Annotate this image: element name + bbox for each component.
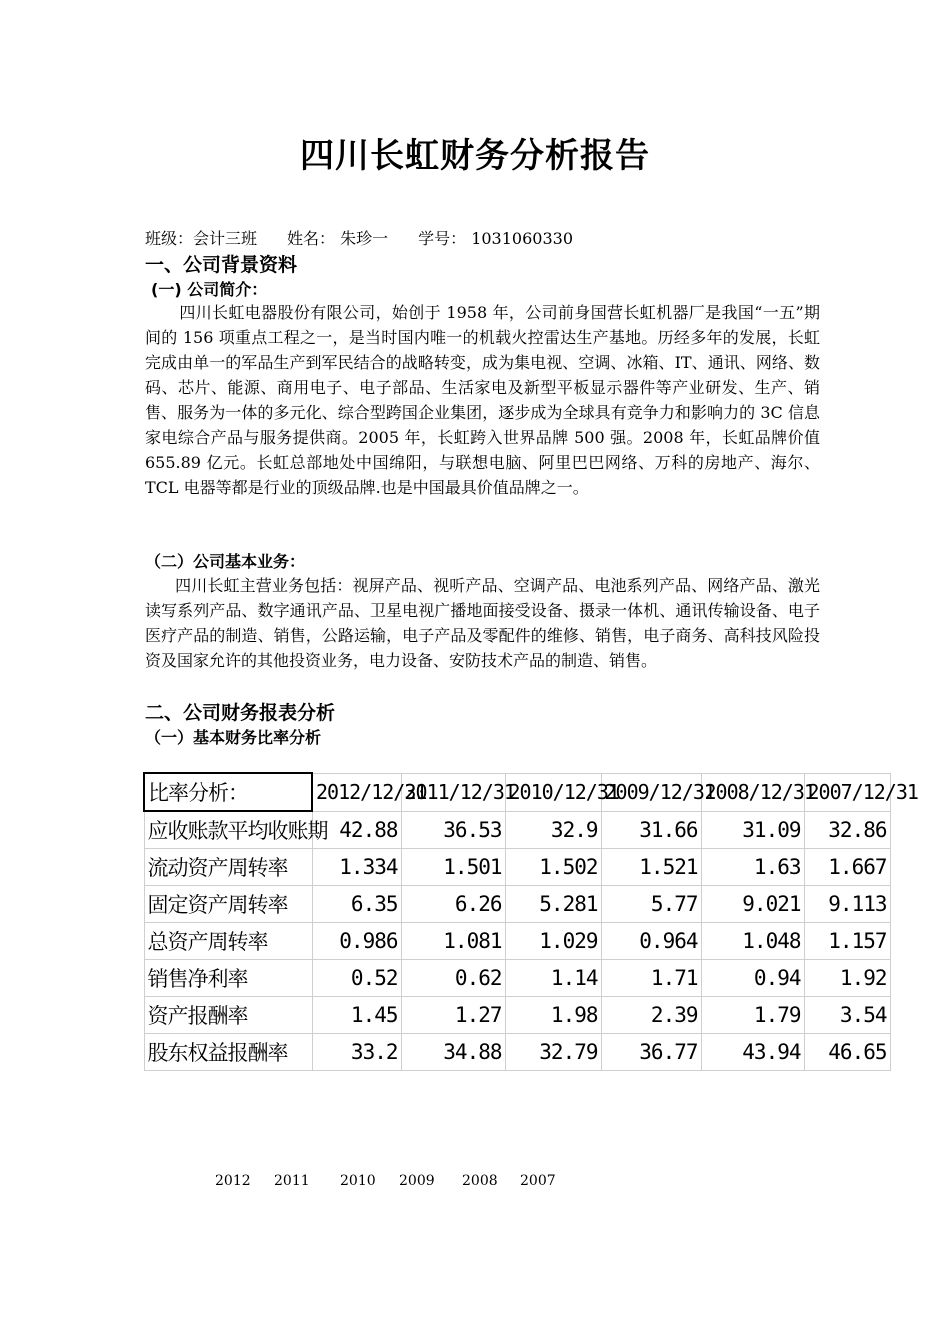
table-cell: 2.39 <box>601 997 701 1034</box>
year-label: 2007 <box>520 1173 556 1189</box>
table-cell: 3.54 <box>804 997 890 1034</box>
table-corner-cell[interactable]: 比率分析： <box>144 773 312 811</box>
row-label: 应收账款平均收账期 <box>144 811 312 849</box>
table-cell: 31.66 <box>601 811 701 849</box>
table-row <box>144 923 890 960</box>
table-cell: 1.501 <box>401 849 505 886</box>
student-meta <box>145 226 573 249</box>
table-cell: 0.94 <box>701 960 804 997</box>
table-cell: 5.281 <box>505 886 601 923</box>
student-id-label: 学号： 1031060330 <box>418 229 573 248</box>
table-cell: 32.86 <box>804 811 890 849</box>
table-cell: 1.71 <box>601 960 701 997</box>
table-cell: 43.94 <box>701 1034 804 1071</box>
table-cell: 9.113 <box>804 886 890 923</box>
table-cell: 6.26 <box>401 886 505 923</box>
table-cell: 32.79 <box>505 1034 601 1071</box>
row-label: 资产报酬率 <box>144 997 312 1034</box>
year-label: 2008 <box>462 1173 498 1189</box>
row-label: 股东权益报酬率 <box>144 1034 312 1071</box>
row-label: 销售净利率 <box>144 960 312 997</box>
table-cell: 1.502 <box>505 849 601 886</box>
column-header: 2011/12/31 <box>401 773 505 811</box>
table-cell: 0.986 <box>312 923 401 960</box>
column-header: 2012/12/31 <box>312 773 401 811</box>
business-text: 四川长虹主营业务包括：视屏产品、视听产品、空调产品、电池系列产品、网络产品、激光读写系列产品、数字通讯产品、卫星电视广播地面接受设备、摄录一体机、通讯传输设备、电子医疗产品的制造、销售，公路运输，电子产品及零配件的维修、销售，电子商务、高科技风险投资及国家允许的其他投资业务，电力设备、安防技术产品的制造、销售。 <box>145 576 820 670</box>
company-intro-heading: (一) 公司简介： <box>151 280 268 299</box>
table-row <box>144 886 890 923</box>
name-label: 姓名： 朱珍一 <box>287 229 389 248</box>
table-cell: 0.62 <box>401 960 505 997</box>
table-cell: 34.88 <box>401 1034 505 1071</box>
column-header: 2008/12/31 <box>701 773 804 811</box>
row-label: 总资产周转率 <box>144 923 312 960</box>
table-cell: 1.029 <box>505 923 601 960</box>
table-row <box>144 811 890 849</box>
table-cell: 32.9 <box>505 811 601 849</box>
table-cell: 46.65 <box>804 1034 890 1071</box>
year-label: 2009 <box>399 1173 435 1189</box>
table-cell: 1.79 <box>701 997 804 1034</box>
section1-heading: 一、公司背景资料 <box>145 254 298 276</box>
table-cell: 1.334 <box>312 849 401 886</box>
company-intro-paragraph <box>145 300 820 500</box>
company-intro-text: 四川长虹电器股份有限公司，始创于 1958 年，公司前身国营长虹机器厂是我国“一五”期间的 156 项重点工程之一，是当时国内唯一的机载火控雷达生产基地。历经多年的发展，长虹完成由单一的军品生产到军民结合的战略转变，成为集电视、空调、冰箱、IT、通讯、网络、数码、芯片、能源、商用电子、电子部品、生活家电及新型平板显示器件等产业研发、生产、销售、服务为一体的多元化、综合型跨国企业集团，逐步成为全球具有竞争力和影响力的 3C 信息家电综合产品与服务提供商。2005 年，长虹跨入世界品牌 500 强。2008 年，长虹品牌价值 655.89 亿元。长虹总部地处中国绵阳，与联想电脑、阿里巴巴网络、万科的房地产、海尔、TCL 电器等都是行业的顶级品牌.也是中国最具价值品牌之一。 <box>145 303 820 497</box>
table-cell: 1.98 <box>505 997 601 1034</box>
table-cell: 1.63 <box>701 849 804 886</box>
section2-heading: 二、公司财务报表分析 <box>145 702 336 724</box>
year-label: 2011 <box>274 1173 310 1189</box>
table-cell: 36.53 <box>401 811 505 849</box>
class-label: 班级：会计三班 <box>145 229 258 248</box>
table-cell: 0.964 <box>601 923 701 960</box>
table-cell: 6.35 <box>312 886 401 923</box>
page-title: 四川长虹财务分析报告 <box>300 136 650 176</box>
column-header: 2009/12/31 <box>601 773 701 811</box>
table-row <box>144 997 890 1034</box>
business-paragraph <box>145 573 820 673</box>
table-cell: 1.45 <box>312 997 401 1034</box>
year-label: 2012 <box>215 1173 251 1189</box>
row-label: 流动资产周转率 <box>144 849 312 886</box>
table-cell: 42.88 <box>312 811 401 849</box>
table-cell: 1.92 <box>804 960 890 997</box>
table-cell: 33.2 <box>312 1034 401 1071</box>
year-label: 2010 <box>340 1173 376 1189</box>
ratio-table <box>143 772 918 1071</box>
table-cell: 36.77 <box>601 1034 701 1071</box>
table-cell: 1.521 <box>601 849 701 886</box>
table-cell: 9.021 <box>701 886 804 923</box>
row-label: 固定资产周转率 <box>144 886 312 923</box>
column-header: 2007/12/31 <box>804 773 890 811</box>
table-cell: 0.52 <box>312 960 401 997</box>
column-header: 2010/12/31 <box>505 773 601 811</box>
table-cell: 1.667 <box>804 849 890 886</box>
table-header-row <box>144 773 890 811</box>
table-row <box>144 960 890 997</box>
table-row <box>144 1034 890 1071</box>
table-cell: 5.77 <box>601 886 701 923</box>
table-cell: 1.081 <box>401 923 505 960</box>
table-cell: 1.14 <box>505 960 601 997</box>
business-heading: （二）公司基本业务： <box>145 552 306 571</box>
ratio-analysis-heading: （一）基本财务比率分析 <box>145 728 322 747</box>
table-cell: 1.048 <box>701 923 804 960</box>
table-cell: 1.157 <box>804 923 890 960</box>
table-cell: 31.09 <box>701 811 804 849</box>
table-cell: 1.27 <box>401 997 505 1034</box>
table-row <box>144 849 890 886</box>
